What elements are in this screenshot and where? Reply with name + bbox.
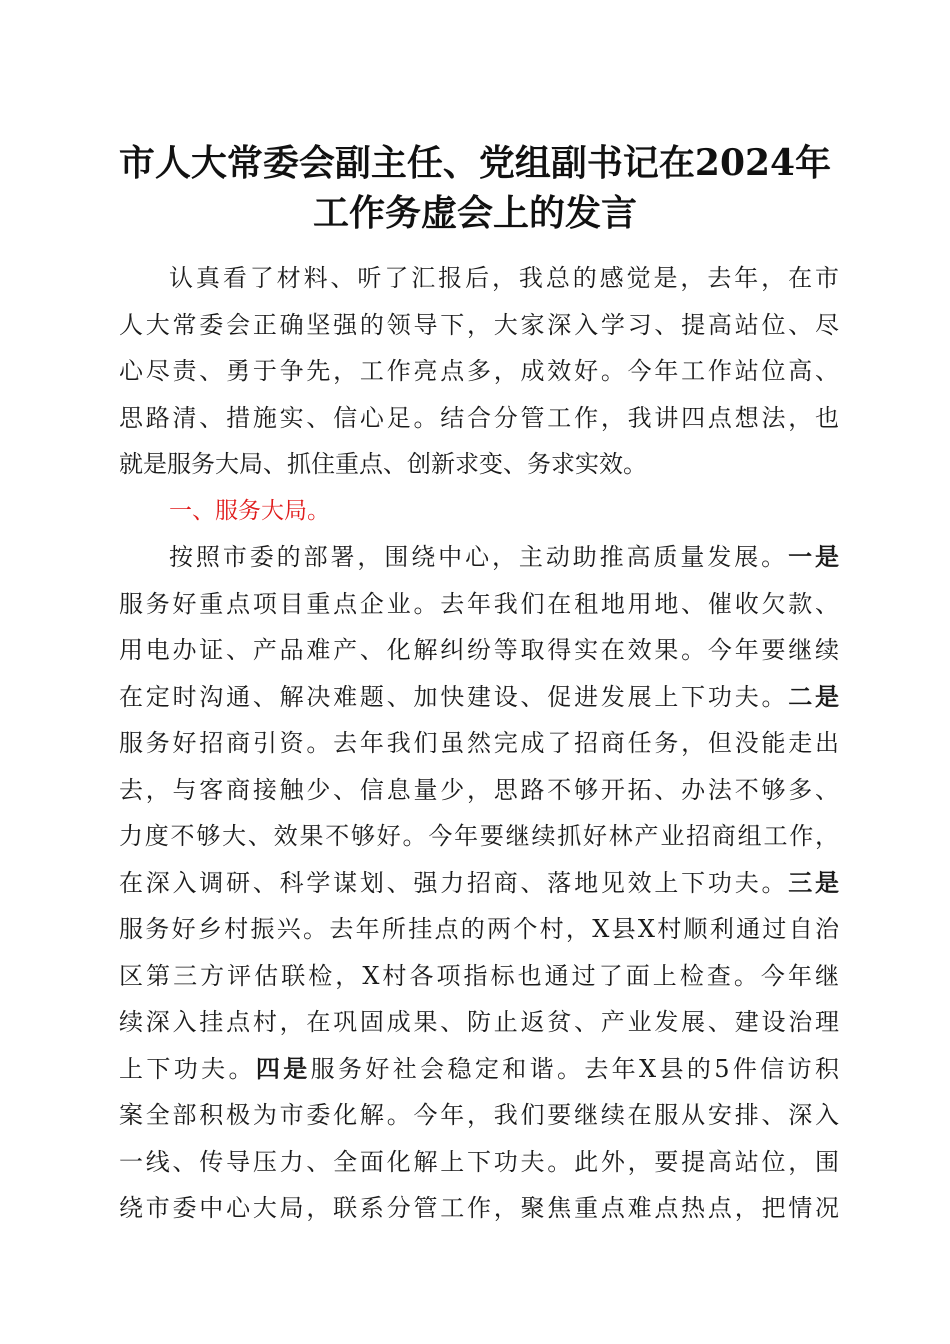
line-text: 在深入调研、科学谋划、强力招商、落地见效上下功夫。 [119, 868, 789, 897]
paragraph-line [119, 534, 839, 581]
title-line-2: 工作务虚会上的发言 [312, 192, 637, 234]
document-title [80, 138, 870, 238]
emphasis-text: 四是 [255, 1054, 311, 1083]
paragraph-line: 人大常委会正确坚强的领导下，大家深入学习、提高站位、尽 [119, 310, 839, 339]
line-text: 在定时沟通、解决难题、加快建设、促进发展上下功夫。 [119, 682, 789, 711]
paragraph-line [119, 860, 839, 907]
paragraph-line: 服务好乡村振兴。去年所挂点的两个村，X县X村顺利通过自治 [119, 915, 839, 943]
emphasis-text: 一是 [788, 543, 840, 571]
line-text: 服务好社会稳定和谐。去年X县的5件信访积 [310, 1054, 840, 1083]
paragraph-line: 心尽责、勇于争先，工作亮点多，成效好。今年工作站位高、 [119, 357, 839, 385]
paragraph-line: 案全部积极为市委化解。今年，我们要继续在服从安排、深入 [119, 1101, 839, 1129]
paragraph-line: 用电办证、产品难产、化解纠纷等取得实在效果。今年要继续 [119, 636, 839, 664]
title-line-1: 市人大常委会副主任、党组副书记在2024年 [118, 142, 832, 184]
paragraph-line: 去，与客商接触少、信息量少，思路不够开拓、办法不够多、 [119, 775, 839, 804]
paragraph-line: 力度不够大、效果不够好。今年要继续抓好林产业招商组工作， [119, 822, 839, 850]
emphasis-text: 二是 [788, 682, 840, 711]
paragraph-line: 绕市委中心大局，联系分管工作，聚焦重点难点热点，把情况 [119, 1194, 839, 1222]
paragraph-line: 就是服务大局、抓住重点、创新求变、务求实效。 [119, 450, 647, 478]
paragraph-line: 认真看了材料、听了汇报后，我总的感觉是，去年，在市 [169, 264, 839, 292]
paragraph-line: 服务好招商引资。去年我们虽然完成了招商任务，但没能走出 [119, 729, 839, 757]
paragraph-line [119, 1046, 839, 1093]
emphasis-text: 三是 [788, 868, 840, 897]
paragraph-line: 一线、传导压力、全面化解上下功夫。此外，要提高站位，围 [119, 1147, 839, 1176]
line-text: 上下功夫。 [119, 1054, 256, 1083]
paragraph-line: 区第三方评估联检，X村各项指标也通过了面上检查。今年继 [119, 961, 839, 990]
paragraph-line: 续深入挂点村，在巩固成果、防止返贫、产业发展、建设治理 [119, 1008, 839, 1036]
section-heading: 一、服务大局。 [169, 497, 330, 524]
paragraph-line: 思路清、措施实、信心足。结合分管工作，我讲四点想法，也 [119, 403, 839, 432]
paragraph-line [119, 674, 839, 721]
paragraph-line: 服务好重点项目重点企业。去年我们在租地用地、催收欠款、 [119, 589, 839, 618]
document-body [119, 255, 839, 1232]
line-text: 按照市委的部署，围绕中心，主动助推高质量发展。 [169, 543, 789, 571]
